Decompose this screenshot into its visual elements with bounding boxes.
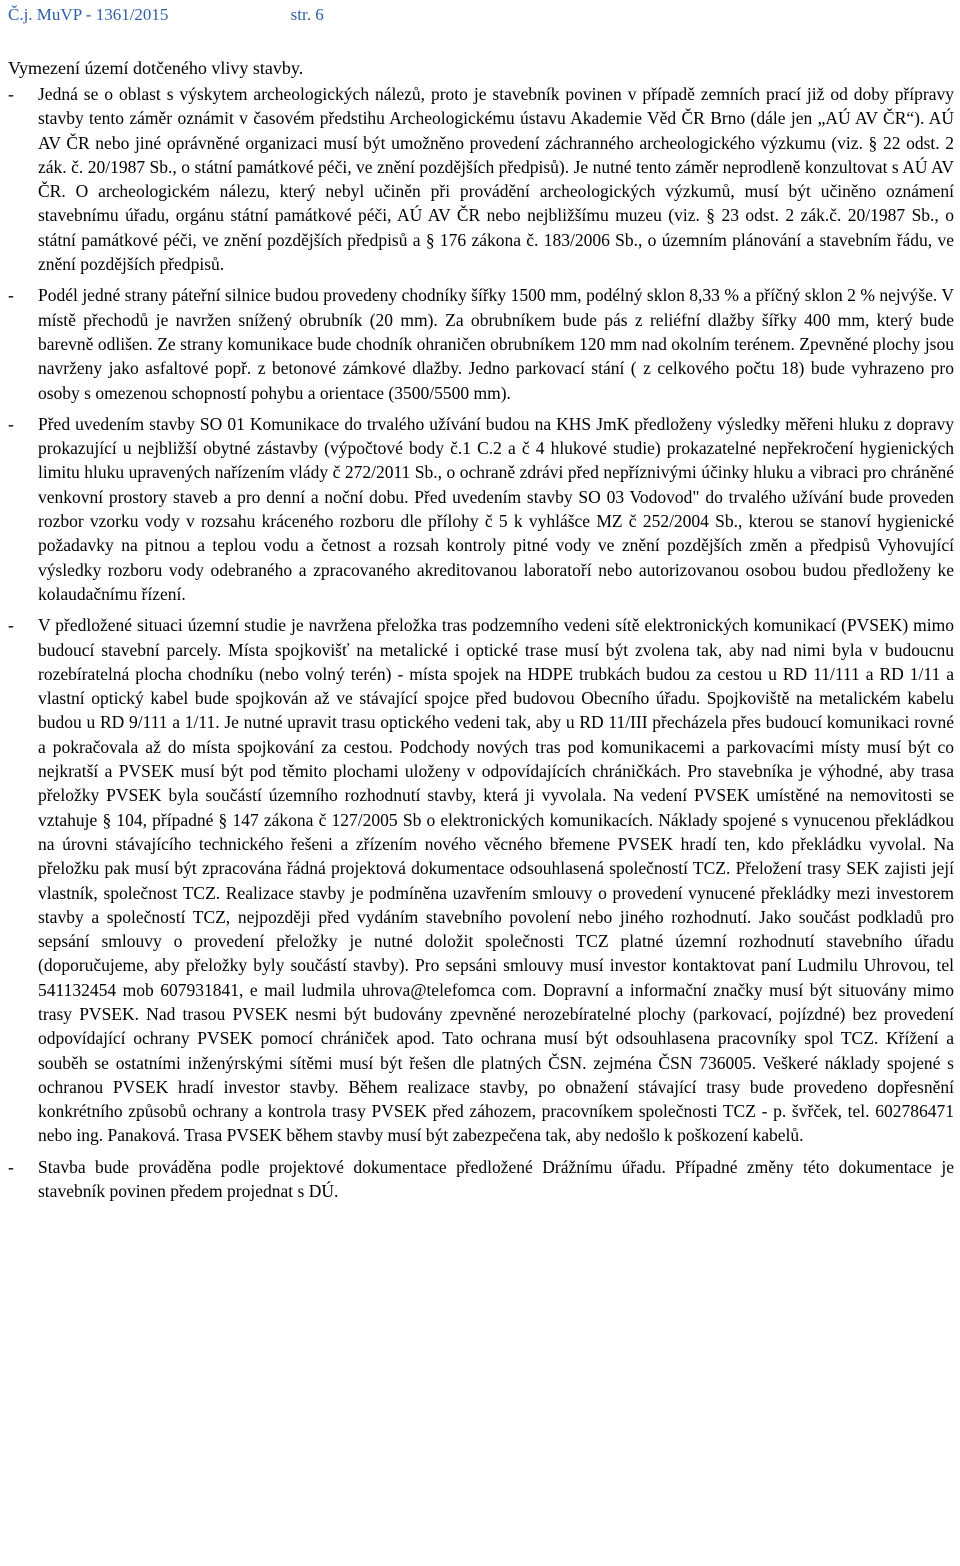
bullet-dash: - xyxy=(8,285,14,306)
bullet-dash: - xyxy=(8,1156,14,1177)
list-item-archeology xyxy=(8,82,954,276)
reference-number: Č.j. MuVP - 1361/2015 xyxy=(8,5,169,24)
section-heading: Vymezení území dotčeného vlivy stavby. xyxy=(8,58,304,78)
list-item-railway-office xyxy=(8,1155,954,1204)
paragraph-text: V předložené situaci územní studie je navržena přeložka tras podzemního vedeni sítě elektronických komunikací (PVSEK) mimo budoucí stavební parcely. Místa spojkovišť na metalické i optické trase musí být zvolena tak, aby nad nimi byla v budoucnu rozebíratelná plocha chodníku (nebo volný terén) - místa spojek na HDPE trubkách budou za cestou u RD 11/111 a RD 1/11 a vlastní optický kabel bude spojkován až ve stávající spojce před budovou Obecního úřadu. Spojkoviště na metalickém kabelu budou u RD 9/111 a 1/11. Je nutné upravit trasu optického vedeni tak, aby u RD 11/III přecházela přes budoucí komunikaci rovné a pokračovala až do místa spojkování za cestou. Podchody nových tras pod komunikacemi a parkovacími místy musí být co nejkratší a PVSEK musí být pod těmito plochami uloženy v odpovídajících chráničkách. Pro stavebníka je výhodné, aby trasa přeložky PVSEK byla součástí územního rozhodnutí stavby, která ji vyvolala. Na vedení PVSEK umístěné na nemovitosti se vztahuje § 104, případné § 147 zákona č 127/2005 Sb o elektronických komunikacích. Náklady spojené s vynucenou překládkou na úrovni stávajícího technického řešeni a zřízením nového věcného břemene PVSEK hradí ten, kdo překládku vyvolal. Na přeložku pak musí být zpracována řádná projektová dokumentace odsouhlasená společností TCZ. Přeložení trasy SEK zajisti její vlastník, společnost TCZ. Realizace stavby je podmíněna uzavřením smlouvy o provedení vynucené překládky mezi investorem stavby a společností TCZ, nejpozději před vydáním stavebního povolení nebo jiného rozhodnutí. Jako součást podkladů pro sepsání smlouvy o provedení přeložky je nutné doložit společnosti TCZ platné územní rozhodnutí stavebního úřadu (doporučujeme, aby přeložky byly součástí stavby). Pro sepsáni smlouvy musí investor kontaktovat paní Ludmilu Uhrovou, tel 541132454 mob 607931841, e mail ludmila uhrova@telefomca com. Dopravní a informační značky musí být situovány mimo trasy PVSEK. Nad trasou PVSEK nesmi být budovány zpevněné nerozebíratelné plochy (parkovací, pojízdné) bez provedení odpovídající ochrany PVSEK pomocí chrániček apod. Tato ochrana musí být odsouhlasena pracovníky spol TCZ. Křížení a souběh se ostatními inženýrskými sítěmi musí být řešen dle platných ČSN. zejména ČSN 736005. Veškeré náklady spojené s ochranou PVSEK hradí investor stavby. Během realizace stavby, po obnažení stávající trasy bude provedeno dopřesnění konkrétního způsobů ochrany a kontrola trasy PVSEK před záhozem, pracovníkem společnosti TCZ - p. švřček, tel. 602786471 nebo ing. Panaková. Trasa PVSEK během stavby musí být zabezpečena tak, aby nedošlo k poškození kabelů. xyxy=(38,615,954,1146)
list-item-sidewalks xyxy=(8,283,954,404)
paragraph-text: Podél jedné strany páteřní silnice budou provedeny chodníky šířky 1500 mm, podélný sklon 8,33 % a příčný sklon 2 % nejvýše. V místě přechodů je navržen snížený obrubník (20 mm). Za obrubníkem bude pás z reliéfní dlažby šířky 400 mm, který bude barevně odlišen. Ze strany komunikace bude chodník ohraničen obrubníkem 120 mm nad okolním terénem. Zpevněné plochy jsou navrženy jako asfaltové popř. z betonové zámkové dlažby. Jedno parkovací stání ( z celkového počtu 18) bude vyhrazeno pro osoby s omezenou schopností pohybu a orientace (3500/5500 mm). xyxy=(38,285,954,403)
paragraph-text: Stavba bude prováděna podle projektové dokumentace předložené Drážnímu úřadu. Případné změny této dokumentace je stavebník povinen předem projednat s DÚ. xyxy=(38,1156,954,1202)
bullet-list xyxy=(8,82,954,1210)
paragraph-text: Jedná se o oblast s výskytem archeologických nálezů, proto je stavebník povinen v případě zemních prací již od doby přípravy stavby tento záměr oznámit v časovém předstihu Archeologickému ústavu Akademie Věd ČR Brno (dále jen „AÚ AV ČR“). AÚ AV ČR nebo jiné oprávněné organizaci musí být umožněno provedení záchranného archeologického výzkumu (viz. § 22 odst. 2 zák. č. 20/1987 Sb., o státní památkové péči, ve znění pozdějších předpisů). Je nutné tento záměr neprodleně konzultovat s AÚ AV ČR. O archeologickém nálezu, který nebyl učiněn při provádění archeologických výzkumů, musí být učiněno oznámení stavebnímu úřadu, orgánu státní památkové péči, AÚ AV ČR nebo nejbližšímu muzeu (viz. § 23 odst. 2 zák.č. 20/1987 Sb., o státní památkové péči, ve znění pozdějších předpisů a § 176 zákona č. 183/2006 Sb., o územním plánování a stavebním řádu, ve znění pozdějších předpisů. xyxy=(38,84,954,275)
list-item-pvsek xyxy=(8,613,954,1148)
page-header xyxy=(8,3,954,27)
list-item-noise-water xyxy=(8,412,954,606)
page-number: str. 6 xyxy=(290,5,324,24)
bullet-dash: - xyxy=(8,84,14,104)
paragraph-text: Před uvedením stavby SO 01 Komunikace do trvalého užívání budou na KHS JmK předloženy výsledky měřeni hluku z dopravy prokazující u nejbližší obytné zástavby (výpočtové body č.1 C.2 a č 4 hlukové studie) prokazatelné nepřekročení hygienických limitu hluku upravených nařízením vlády č 272/2011 Sb., o ochraně zdrávi před nepříznivými účinky hluku a vibraci pro chráněné venkovní prostory staveb a pro denní a noční dobu. Před uvedením stavby SO 03 Vodovod" do trvalého užívání bude proveden rozbor vzorku vody v rozsahu kráceného rozboru dle přílohy č 5 k vyhlášce MZ č 252/2004 Sb., kterou se stanoví hygienické požadavky na pitnou a teplou vodu a četnost a rozsah kontroly pitné vody ve znění pozdějších změn a předpisů Vyhovující výsledky rozboru vody odebraného a zpracovaného akreditovanou laboratoří nebo autorizovanou osobou budou předloženy ke kolaudačnímu řízení. xyxy=(38,413,954,604)
bullet-dash: - xyxy=(8,413,14,434)
bullet-dash: - xyxy=(8,615,14,636)
